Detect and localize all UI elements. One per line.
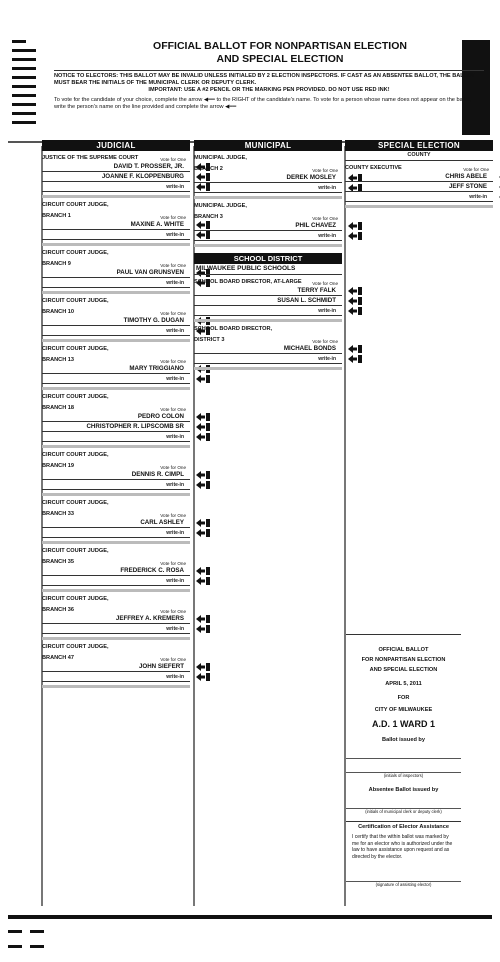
- timing-mark: [30, 930, 44, 933]
- candidate-name: DAVID T. PROSSER, JR.: [113, 163, 184, 170]
- office-title: CIRCUIT COURT JUDGE,: [42, 644, 109, 650]
- timing-mark: [12, 67, 36, 70]
- office-title: COUNTY EXECUTIVE: [345, 165, 402, 171]
- candidate-row[interactable]: [42, 364, 190, 374]
- office-title: SCHOOL BOARD DIRECTOR,: [194, 326, 273, 332]
- candidate-name: CHRISTOPHER R. LIPSCOMB SR: [86, 423, 184, 430]
- election-date: APRIL 5, 2011: [385, 681, 422, 687]
- timing-mark: [30, 945, 44, 948]
- race-separator: [194, 196, 342, 199]
- candidate-name: PAUL VAN GRUNSVEN: [116, 269, 184, 276]
- timing-mark: [12, 85, 36, 88]
- write-in-row[interactable]: [42, 480, 190, 490]
- vote-arrow-icon[interactable]: [348, 222, 362, 230]
- vote-arrow-icon[interactable]: [196, 529, 210, 537]
- candidate-name: JEFFREY A. KREMERS: [115, 615, 184, 622]
- inspectors-caption: (initials of inspectors): [383, 773, 424, 778]
- city-name: CITY OF MILWAUKEE: [374, 707, 433, 713]
- race-separator: [42, 541, 190, 544]
- vote-arrow-icon[interactable]: [196, 615, 210, 623]
- municipal-heading: MUNICIPAL: [194, 140, 342, 151]
- office-title: CIRCUIT COURT JUDGE,: [42, 250, 109, 256]
- vote-for-one: Vote for One: [312, 339, 338, 344]
- vote-for-one: Vote for One: [160, 157, 186, 162]
- office-title: CIRCUIT COURT JUDGE,: [42, 452, 109, 458]
- special-heading: SPECIAL ELECTION: [345, 140, 493, 151]
- info-line: FOR NONPARTISAN ELECTION: [361, 657, 446, 663]
- race-separator: [42, 243, 190, 246]
- ballot-info-box: [346, 634, 461, 908]
- vote-for-one: Vote for One: [312, 168, 338, 173]
- candidate-row[interactable]: [42, 172, 190, 182]
- candidate-name: FREDERICK C. ROSA: [120, 567, 184, 574]
- office-title: JUSTICE OF THE SUPREME COURT: [42, 155, 139, 161]
- info-for: FOR: [397, 695, 410, 701]
- candidate-row[interactable]: [42, 316, 190, 326]
- write-in-label: write-in: [469, 194, 487, 200]
- write-in-row[interactable]: [42, 374, 190, 384]
- race-separator: [194, 319, 342, 322]
- vote-for-one: Vote for One: [160, 215, 186, 220]
- candidate-row[interactable]: [194, 286, 342, 296]
- vote-arrow-icon[interactable]: [348, 307, 362, 315]
- vote-arrow-icon[interactable]: [348, 355, 362, 363]
- race-separator: [42, 195, 190, 198]
- write-in-label: write-in: [166, 184, 184, 190]
- race-separator: [42, 589, 190, 592]
- candidate-row[interactable]: [42, 518, 190, 528]
- write-in-row[interactable]: [345, 192, 493, 202]
- clerk-caption: (initials of municipal clerk or deputy clerk): [365, 809, 442, 814]
- candidate-row[interactable]: [194, 173, 342, 183]
- vote-for-one: Vote for One: [160, 465, 186, 470]
- vote-arrow-icon[interactable]: [196, 519, 210, 527]
- school-district-heading: SCHOOL DISTRICT: [194, 253, 342, 264]
- candidate-name: JOHN SIEFERT: [138, 663, 184, 670]
- vote-arrow-icon[interactable]: [196, 567, 210, 575]
- race-separator: [42, 387, 190, 390]
- write-in-label: write-in: [166, 674, 184, 680]
- race-separator: [42, 339, 190, 342]
- timing-mark: [12, 94, 36, 97]
- cert-text: I certify that the within ballot was marked by me for an elector who is authorized under the law to have assistance upon request and as directed by the elector.: [352, 834, 453, 860]
- candidate-row[interactable]: [42, 422, 190, 432]
- office-title: BRANCH 1: [42, 213, 71, 219]
- office-title: CIRCUIT COURT JUDGE,: [42, 596, 109, 602]
- timing-mark: [8, 930, 22, 933]
- inspector-initials-line[interactable]: [346, 759, 461, 773]
- vote-arrow-icon[interactable]: [348, 345, 362, 353]
- candidate-name: SUSAN L. SCHMIDT: [277, 297, 336, 304]
- office-title: BRANCH 35: [42, 559, 75, 565]
- write-in-row[interactable]: [194, 306, 342, 316]
- timing-mark: [12, 76, 36, 79]
- vote-arrow-icon[interactable]: [348, 232, 362, 240]
- write-in-label: write-in: [166, 626, 184, 632]
- race-separator: [194, 244, 342, 247]
- candidate-row[interactable]: [42, 470, 190, 480]
- candidate-row[interactable]: [42, 412, 190, 422]
- vote-for-one: Vote for One: [312, 281, 338, 286]
- timing-mark: [12, 40, 26, 43]
- office-title: BRANCH 10: [42, 309, 75, 315]
- office-title: CIRCUIT COURT JUDGE,: [42, 346, 109, 352]
- vote-arrow-icon[interactable]: [196, 413, 210, 421]
- office-title: BRANCH 3: [194, 214, 223, 220]
- county-subheading: COUNTY: [345, 151, 493, 161]
- office-title: MUNICIPAL JUDGE,: [194, 155, 247, 161]
- race-separator: [42, 637, 190, 640]
- vote-for-one: Vote for One: [160, 513, 186, 518]
- candidate-row[interactable]: [42, 162, 190, 172]
- write-in-row[interactable]: [42, 326, 190, 336]
- timing-mark: [12, 103, 36, 106]
- office-title: DISTRICT 3: [194, 337, 225, 343]
- write-in-label: write-in: [166, 530, 184, 536]
- write-in-row[interactable]: [194, 183, 342, 193]
- candidate-name: PEDRO COLON: [137, 413, 184, 420]
- candidate-name: PHIL CHAVEZ: [295, 222, 336, 229]
- district-name: MILWAUKEE PUBLIC SCHOOLS: [194, 264, 342, 275]
- write-in-label: write-in: [166, 280, 184, 286]
- write-in-row[interactable]: [42, 230, 190, 240]
- vote-arrow-icon[interactable]: [196, 481, 210, 489]
- write-in-row[interactable]: [42, 432, 190, 442]
- inspector-initials-line[interactable]: [346, 745, 461, 759]
- candidate-row[interactable]: [345, 172, 493, 182]
- office-title: BRANCH 9: [42, 261, 71, 267]
- timing-mark: [12, 49, 36, 52]
- office-title: BRANCH 36: [42, 607, 75, 613]
- vote-for-one: Vote for One: [160, 407, 186, 412]
- office-title: BRANCH 47: [42, 655, 75, 661]
- candidate-row[interactable]: [42, 220, 190, 230]
- office-title: BRANCH 33: [42, 511, 75, 517]
- bottom-bar: [8, 915, 492, 919]
- race-separator: [194, 367, 342, 370]
- candidate-name: JOANNE F. KLOPPENBURG: [101, 173, 184, 180]
- write-in-label: write-in: [318, 308, 336, 314]
- vote-arrow-icon[interactable]: [196, 673, 210, 681]
- office-title: BRANCH 19: [42, 463, 75, 469]
- office-title: BRANCH 2: [194, 166, 223, 172]
- vote-arrow-icon[interactable]: [196, 577, 210, 585]
- race-separator: [345, 205, 493, 208]
- candidate-row[interactable]: [42, 614, 190, 624]
- municipal-column: [194, 140, 342, 370]
- candidate-row[interactable]: [194, 221, 342, 231]
- candidate-name: MARY TRIGGIANO: [129, 365, 184, 372]
- candidate-name: DENNIS R. CIMPL: [131, 471, 184, 478]
- timing-mark: [12, 112, 36, 115]
- race-separator: [42, 493, 190, 496]
- vote-arrow-icon[interactable]: [196, 375, 210, 383]
- judicial-column: [42, 140, 190, 688]
- candidate-row[interactable]: [194, 344, 342, 354]
- ballot-title: OFFICIAL BALLOT FOR NONPARTISAN ELECTION: [153, 40, 407, 52]
- race-separator: [42, 445, 190, 448]
- candidate-name: TIMOTHY G. DUGAN: [123, 317, 184, 324]
- candidate-row[interactable]: [345, 182, 493, 192]
- candidate-name: TERRY FALK: [297, 287, 336, 294]
- write-in-row[interactable]: [194, 354, 342, 364]
- ward-label: A.D. 1 WARD 1: [371, 719, 435, 729]
- race-separator: [42, 291, 190, 294]
- candidate-row[interactable]: [42, 566, 190, 576]
- write-in-row[interactable]: [42, 278, 190, 288]
- vote-for-one: Vote for One: [160, 561, 186, 566]
- office-title: SCHOOL BOARD DIRECTOR, AT-LARGE: [194, 279, 302, 285]
- write-in-row[interactable]: [42, 624, 190, 634]
- timing-mark: [12, 121, 36, 124]
- vote-for-one: Vote for One: [160, 657, 186, 662]
- special-column: [345, 140, 493, 208]
- write-in-row[interactable]: [42, 672, 190, 682]
- timing-mark: [8, 945, 22, 948]
- vote-arrow-icon[interactable]: [196, 625, 210, 633]
- write-in-label: write-in: [318, 356, 336, 362]
- ballot-subtitle: AND SPECIAL ELECTION: [216, 53, 344, 65]
- write-in-label: write-in: [166, 328, 184, 334]
- signature-caption: (signature of assisting elector): [375, 882, 432, 887]
- notice-text: NOTICE TO ELECTORS: THIS BALLOT MAY BE INVALID UNLESS INITIALED BY 2 ELECTION INSPECTORS. IF CAST AS AN ABSENTEE BALLOT, THE BALLOT MUST BEAR THE INITIALS OF THE MUNICIPAL CLERK OR DEPUTY CLERK.: [54, 70, 484, 86]
- office-title: BRANCH 13: [42, 357, 75, 363]
- clerk-initials-line[interactable]: [346, 795, 461, 809]
- office-title: CIRCUIT COURT JUDGE,: [42, 394, 109, 400]
- office-title: CIRCUIT COURT JUDGE,: [42, 202, 109, 208]
- write-in-row[interactable]: [42, 182, 190, 192]
- candidate-row[interactable]: [42, 662, 190, 672]
- ballot-issued-label: Ballot issued by: [382, 737, 425, 743]
- info-line: OFFICIAL BALLOT: [378, 647, 429, 653]
- vote-for-one: Vote for One: [160, 311, 186, 316]
- info-line: AND SPECIAL ELECTION: [369, 667, 438, 673]
- timing-mark: [12, 58, 36, 61]
- candidate-row[interactable]: [42, 268, 190, 278]
- cert-heading: Certification of Elector Assistance: [346, 821, 461, 832]
- candidate-row[interactable]: [194, 296, 342, 306]
- candidate-name: JEFF STONE: [448, 183, 487, 190]
- vote-for-one: Vote for One: [160, 359, 186, 364]
- vote-arrow-icon[interactable]: [348, 287, 362, 295]
- write-in-row[interactable]: [194, 231, 342, 241]
- important-text: IMPORTANT: USE A #2 PENCIL OR THE MARKING PEN PROVIDED. DO NOT USE RED INK!: [148, 87, 390, 93]
- vote-for-one: Vote for One: [160, 609, 186, 614]
- office-title: BRANCH 18: [42, 405, 75, 411]
- vote-arrow-icon[interactable]: [348, 297, 362, 305]
- write-in-label: write-in: [166, 232, 184, 238]
- race-separator: [42, 685, 190, 688]
- signature-line[interactable]: [346, 862, 461, 882]
- office-title: CIRCUIT COURT JUDGE,: [42, 298, 109, 304]
- write-in-label: write-in: [166, 578, 184, 584]
- write-in-label: write-in: [166, 376, 184, 382]
- write-in-row[interactable]: [42, 528, 190, 538]
- candidate-name: MAXINE A. WHITE: [130, 221, 184, 228]
- vote-for-one: Vote for One: [463, 167, 489, 172]
- absentee-label: Absentee Ballot issued by: [368, 787, 439, 793]
- vote-arrow-icon[interactable]: [196, 663, 210, 671]
- vote-arrow-icon[interactable]: [196, 423, 210, 431]
- vote-for-one: Vote for One: [160, 263, 186, 268]
- write-in-label: write-in: [166, 482, 184, 488]
- judicial-heading: JUDICIAL: [42, 140, 190, 151]
- candidate-name: CARL ASHLEY: [140, 519, 184, 526]
- office-title: MUNICIPAL JUDGE,: [194, 203, 247, 209]
- write-in-label: write-in: [318, 233, 336, 239]
- candidate-name: DEREK MOSLEY: [286, 174, 336, 181]
- write-in-label: write-in: [166, 434, 184, 440]
- write-in-row[interactable]: [42, 576, 190, 586]
- office-title: CIRCUIT COURT JUDGE,: [42, 500, 109, 506]
- vote-arrow-icon[interactable]: [196, 433, 210, 441]
- candidate-name: CHRIS ABELE: [445, 173, 487, 180]
- instructions: To vote for the candidate of your choice, complete the arrow ◀━━ to the RIGHT of the candidate's name. To vote for a person whose name does not appear on the ballot, write the person's name on the line provided and complete the arrow ◀━━: [54, 97, 472, 110]
- vote-for-one: Vote for One: [312, 216, 338, 221]
- write-in-label: write-in: [318, 185, 336, 191]
- office-title: CIRCUIT COURT JUDGE,: [42, 548, 109, 554]
- candidate-name: MICHAEL BONDS: [283, 345, 336, 352]
- vote-arrow-icon[interactable]: [196, 471, 210, 479]
